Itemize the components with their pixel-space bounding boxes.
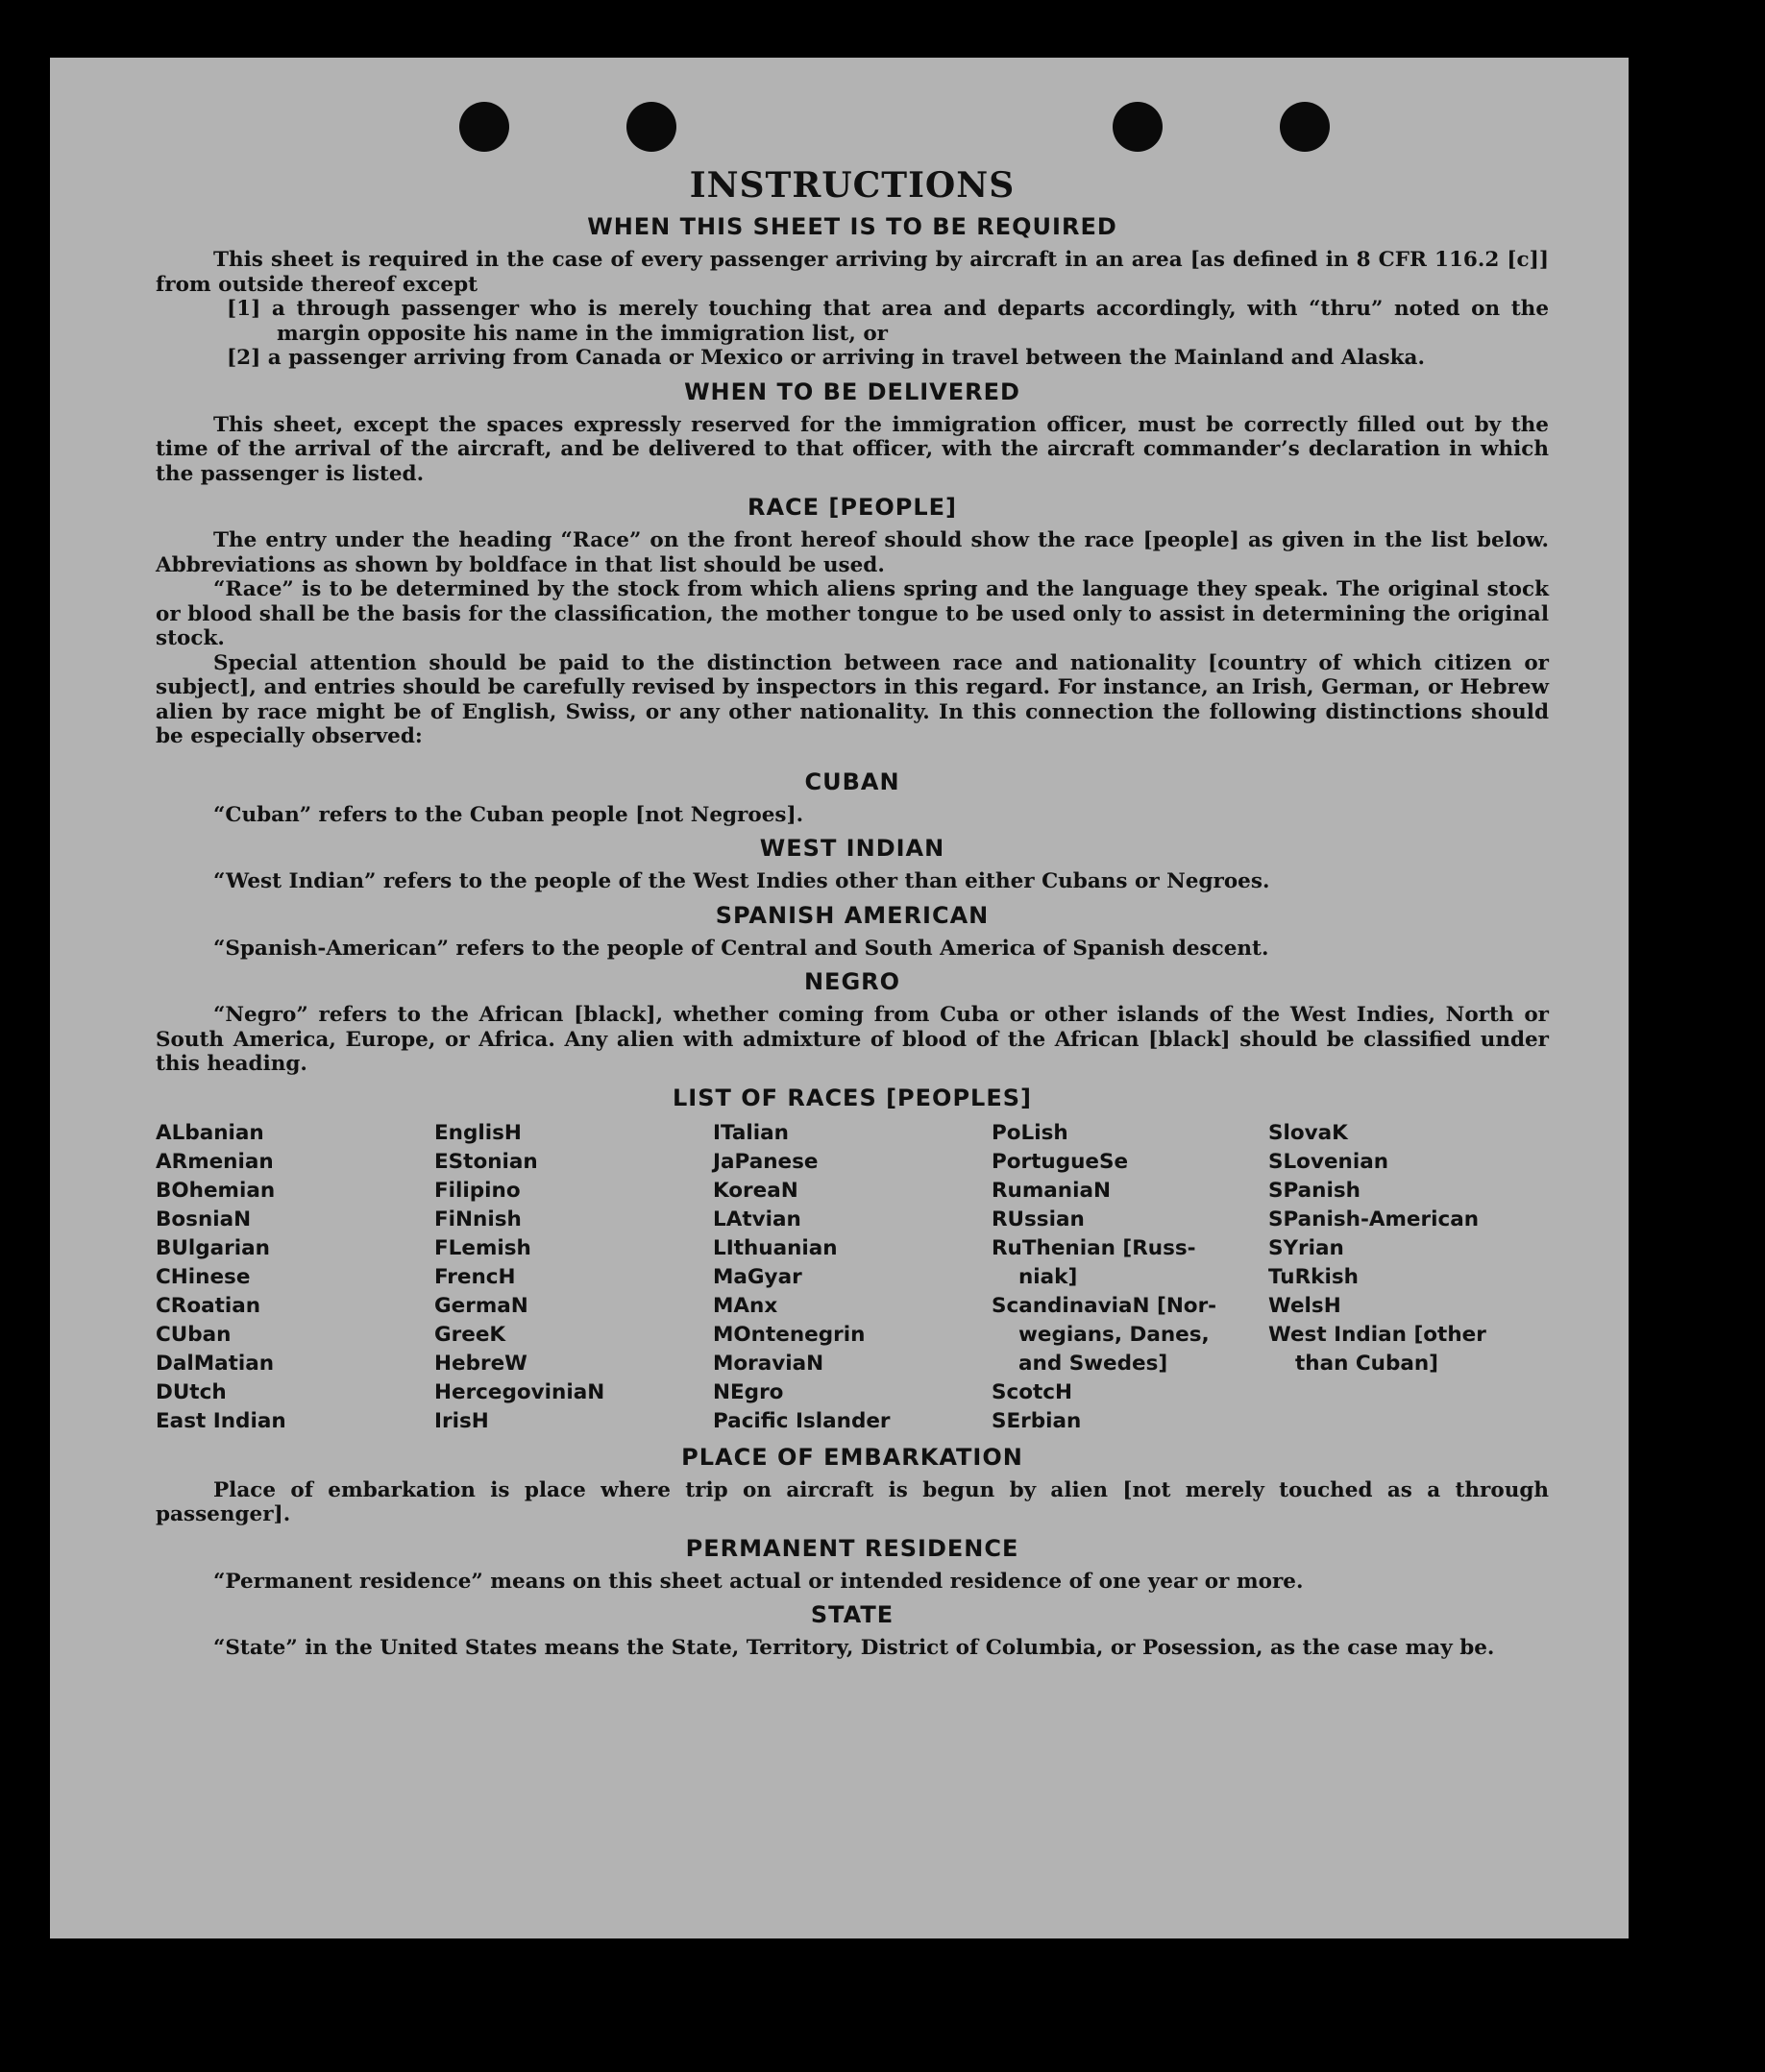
race-entry: LIthuanian	[713, 1235, 838, 1260]
race-entry: NEgro	[713, 1379, 784, 1404]
race-entry: FLemish	[434, 1235, 531, 1260]
race-entry: KoreaN	[713, 1178, 798, 1203]
race-entry: LAtvian	[713, 1207, 801, 1231]
paragraph: Place of embarkation is place where trip on aircraft is begun by alien [not merely touched as a through passenger].	[156, 1477, 1549, 1526]
race-entry: SPanish	[1268, 1178, 1361, 1203]
race-entry: wegians, Danes,	[1018, 1322, 1210, 1347]
race-entry: East Indian	[156, 1408, 286, 1433]
race-entry: IrisH	[434, 1408, 489, 1433]
section-heading-state: STATE	[810, 1601, 895, 1628]
section-heading-spanish-american: SPANISH AMERICAN	[715, 901, 990, 929]
section-heading-negro: NEGRO	[803, 968, 901, 995]
instructions-body	[156, 165, 1549, 1661]
race-entry: BUlgarian	[156, 1235, 270, 1260]
race-entry: GermaN	[434, 1293, 528, 1318]
section-heading-permanent-residence: PERMANENT RESIDENCE	[685, 1534, 1019, 1562]
race-entry: SLovenian	[1268, 1149, 1389, 1174]
race-entry: HercegoviniaN	[434, 1379, 605, 1404]
race-entry: BosniaN	[156, 1207, 252, 1231]
race-entry: CRoatian	[156, 1293, 261, 1318]
race-entry: SErbian	[992, 1408, 1082, 1433]
races-column	[434, 1119, 713, 1436]
race-entry: TuRkish	[1268, 1264, 1359, 1289]
section-heading-west-indian: WEST INDIAN	[759, 835, 945, 862]
race-entry: than Cuban]	[1295, 1351, 1438, 1376]
race-entry: FiNnish	[434, 1207, 522, 1231]
race-entry: PortugueSe	[992, 1149, 1129, 1174]
race-entry: DUtch	[156, 1379, 227, 1404]
section-heading-cuban: CUBAN	[804, 768, 900, 795]
race-entry: SlovaK	[1268, 1120, 1348, 1145]
race-entry: MOntenegrin	[713, 1322, 866, 1347]
race-entry: ScandinaviaN [Nor-	[992, 1293, 1217, 1318]
paragraph: “Negro” refers to the African [black], whether coming from Cuba or other islands of the West Indies, North or South America, Europe, or Africa. Any alien with admixture of blood of the African [black] should be classified under this heading.	[156, 1003, 1549, 1076]
race-entry: ARmenian	[156, 1149, 274, 1174]
paragraph: This sheet, except the spaces expressly reserved for the immigration officer, must be correctly filled out by the time of the arrival of the aircraft, and be delivered to that officer, with the aircraft commander’s declaration in which the passenger is listed.	[156, 412, 1549, 486]
race-entry: MAnx	[713, 1293, 778, 1318]
race-entry: DalMatian	[156, 1351, 275, 1376]
list-item: [1] a through passenger who is merely touching that area and departs accordingly, with “thru” noted on the margin opposite his name in the immigration list, or	[227, 297, 1549, 346]
race-entry: GreeK	[434, 1322, 506, 1347]
race-entry: WelsH	[1268, 1293, 1341, 1318]
race-entry: PoLish	[992, 1120, 1068, 1145]
punch-hole	[626, 102, 676, 152]
races-list	[156, 1119, 1549, 1436]
punch-hole	[1113, 102, 1163, 152]
page-title: INSTRUCTIONS	[689, 165, 1016, 206]
race-entry: SPanish-American	[1268, 1207, 1480, 1231]
race-entry: RUssian	[992, 1207, 1085, 1231]
race-entry: FrencH	[434, 1264, 516, 1289]
paragraph: “Race” is to be determined by the stock from which aliens spring and the language they speak. The original stock or blood shall be the basis for the classification, the mother tongue to be used only to assist in determining the original stock.	[156, 577, 1549, 650]
races-column	[1268, 1119, 1549, 1436]
race-entry: MaGyar	[713, 1264, 802, 1289]
section-heading-race: RACE [PEOPLE]	[747, 494, 958, 521]
paragraph: “State” in the United States means the State, Territory, District of Columbia, or Posession, as the case may be.	[213, 1636, 1495, 1660]
section-heading-embarkation: PLACE OF EMBARKATION	[681, 1443, 1023, 1471]
race-entry: HebreW	[434, 1351, 527, 1376]
race-entry: RuThenian [Russ-	[992, 1235, 1196, 1260]
race-entry: EnglisH	[434, 1120, 522, 1145]
punch-hole	[1280, 102, 1330, 152]
race-entry: West Indian [other	[1268, 1322, 1486, 1347]
paragraph: This sheet is required in the case of every passenger arriving by aircraft in an area [as defined in 8 CFR 116.2 [c]] from outside thereof except	[156, 248, 1549, 297]
race-entry: Filipino	[434, 1178, 521, 1203]
race-entry: MoraviaN	[713, 1351, 824, 1376]
document-sheet	[50, 58, 1629, 1938]
race-entry: ITalian	[713, 1120, 789, 1145]
race-entry: SYrian	[1268, 1235, 1344, 1260]
race-entry: RumaniaN	[992, 1178, 1111, 1203]
race-entry: niak]	[1018, 1264, 1078, 1289]
races-column	[992, 1119, 1268, 1436]
section-heading-when-delivered: WHEN TO BE DELIVERED	[684, 378, 1020, 405]
race-entry: EStonian	[434, 1149, 538, 1174]
paragraph: “Permanent residence” means on this sheet actual or intended residence of one year or more.	[213, 1569, 1304, 1594]
race-entry: and Swedes]	[1018, 1351, 1168, 1376]
paragraph: “Spanish-American” refers to the people of Central and South America of Spanish descent.	[213, 936, 1269, 961]
paragraph: “Cuban” refers to the Cuban people [not Negroes].	[213, 802, 804, 827]
section-heading-list-of-races: LIST OF RACES [PEOPLES]	[673, 1084, 1032, 1111]
paragraph: “West Indian” refers to the people of the West Indies other than either Cubans or Negroes.	[213, 869, 1270, 893]
race-entry: Pacific Islander	[713, 1408, 891, 1433]
race-entry: ScotcH	[992, 1379, 1073, 1404]
races-column	[156, 1119, 434, 1436]
race-entry: ALbanian	[156, 1120, 264, 1145]
race-entry: BOhemian	[156, 1178, 276, 1203]
race-entry: CUban	[156, 1322, 232, 1347]
section-heading-when-required: WHEN THIS SHEET IS TO BE REQUIRED	[587, 213, 1117, 240]
races-column	[713, 1119, 992, 1436]
punch-hole	[459, 102, 509, 152]
paragraph: Special attention should be paid to the distinction between race and nationality [country of which citizen or subject], and entries should be carefully revised by inspectors in this regard. For instance, an Irish, German, or Hebrew alien by race might be of English, Swiss, or any other nationality. In this connection the following distinctions should be especially observed:	[156, 650, 1549, 748]
race-entry: CHinese	[156, 1264, 251, 1289]
list-item: [2] a passenger arriving from Canada or Mexico or arriving in travel between the Mainland and Alaska.	[227, 346, 1425, 370]
race-entry: JaPanese	[713, 1149, 819, 1174]
paragraph: The entry under the heading “Race” on the front hereof should show the race [people] as given in the list below. Abbreviations as shown by boldface in that list should be used.	[156, 528, 1549, 577]
